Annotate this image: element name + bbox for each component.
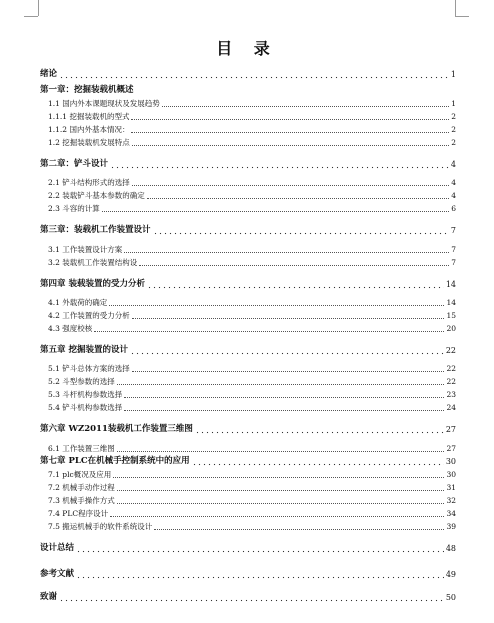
toc-leader-dots (124, 410, 444, 411)
toc-section-entry[interactable] (40, 137, 456, 148)
toc-page-number: 2 (451, 125, 456, 134)
toc-page-number: 2 (451, 138, 456, 147)
toc-leader-dots (124, 397, 444, 398)
toc-entry-label: 5.3 斗杆机构参数选择 (48, 390, 123, 399)
toc-page-number: 34 (446, 509, 456, 518)
toc-section-entry[interactable] (40, 363, 456, 374)
toc-entry-label: 2.3 斗容的计算 (48, 204, 100, 213)
toc-page-number: 1 (451, 99, 456, 108)
toc-entry-label: 1.1 国内外本课题现状及发展趋势 (48, 99, 160, 108)
toc-leader-dots (59, 598, 444, 602)
toc-page-number: 4 (451, 191, 456, 200)
toc-leader-dots (139, 265, 449, 266)
toc-leader-dots (132, 371, 445, 372)
toc-leader-dots (117, 384, 445, 385)
toc-page-number: 15 (446, 311, 456, 320)
toc-section-entry[interactable] (40, 257, 456, 268)
crop-mark-top-left-horizontal (24, 16, 38, 17)
toc-page-number: 22 (446, 364, 456, 373)
toc-page-number: 1 (450, 70, 456, 79)
toc-chapter-entry[interactable] (40, 85, 456, 96)
toc-leader-dots (109, 305, 444, 306)
toc-page-number: 39 (446, 522, 456, 531)
toc-section-entry[interactable] (40, 111, 456, 122)
toc-page-number: 2 (451, 112, 456, 121)
toc-page-number: 23 (446, 390, 456, 399)
toc-chapter-entry[interactable] (40, 345, 456, 356)
toc-chapter-entry[interactable] (40, 159, 456, 170)
toc-entry-label: 2.1 铲斗结构形式的选择 (48, 178, 130, 187)
toc-entry-label: 第二章：铲斗设计 (40, 159, 109, 169)
toc-leader-dots (132, 318, 445, 319)
toc-page-number: 20 (446, 324, 456, 333)
toc-entry-label: 5.2 斗型参数的选择 (48, 377, 115, 386)
toc-leader-dots (124, 252, 449, 253)
toc-leader-dots (131, 119, 449, 120)
toc-leader-dots (110, 165, 449, 169)
toc-entry-label: 7.1 plc概况及应用 (48, 470, 112, 479)
toc-section-entry[interactable] (40, 323, 456, 334)
toc-section-entry[interactable] (40, 203, 456, 214)
toc-entry-label: 7.3 机械手操作方式 (48, 496, 115, 505)
toc-page-number: 7 (450, 226, 456, 235)
toc-leader-dots (102, 211, 449, 212)
toc-chapter-entry[interactable] (40, 424, 456, 435)
toc-leader-dots (162, 106, 449, 107)
toc-entry-label: 4.2 工作装置的受力分析 (48, 311, 130, 320)
toc-page-number: 7 (451, 245, 456, 254)
toc-page-number: 32 (446, 496, 456, 505)
toc-entry-label: 7.5 搬运机械手的软件系统设计 (48, 522, 153, 531)
toc-chapter-entry[interactable] (40, 456, 456, 467)
toc-leader-dots (192, 462, 444, 466)
toc-leader-dots (117, 490, 445, 491)
toc-leader-dots (117, 503, 445, 504)
toc-chapter-entry[interactable] (40, 569, 456, 580)
toc-entry-label: 7.4 PLC程序设计 (48, 509, 109, 518)
toc-page-number: 14 (445, 280, 456, 289)
toc-leader-dots (94, 331, 444, 332)
toc-entry-label: 第六章 WZ2011装载机工作装置三维图 (40, 424, 193, 434)
toc-entry-label: 1.1.2 国内外基本情况： (48, 125, 130, 134)
toc-section-entry[interactable] (40, 521, 456, 532)
toc-page-number: 14 (446, 298, 456, 307)
toc-section-entry[interactable] (40, 376, 456, 387)
toc-leader-dots (130, 351, 444, 355)
toc-leader-dots (117, 451, 445, 452)
toc-page-number: 4 (450, 160, 456, 169)
toc-entry-label: 设计总结 (40, 543, 75, 553)
toc-entry-label: 2.2 装载铲斗基本参数的确定 (48, 191, 145, 200)
toc-entry-label: 4.1 外载荷的确定 (48, 298, 108, 307)
toc-leader-dots (76, 575, 444, 579)
toc-entry-label: 第三章：装载机工作装置设计 (40, 225, 151, 235)
toc-page-number: 27 (446, 444, 456, 453)
toc-leader-dots (132, 185, 449, 186)
toc-leader-dots (110, 516, 444, 517)
toc-section-entry[interactable] (40, 310, 456, 321)
toc-section-entry[interactable] (40, 177, 456, 188)
toc-leader-dots (131, 132, 449, 133)
toc-section-entry[interactable] (40, 495, 456, 506)
toc-chapter-entry[interactable] (40, 225, 456, 236)
toc-leader-dots (132, 145, 449, 146)
toc-section-entry[interactable] (40, 443, 456, 454)
toc-page-number: 22 (445, 346, 456, 355)
crop-mark-top-right-vertical (455, 0, 456, 16)
toc-chapter-entry[interactable] (40, 592, 456, 603)
toc-entry-label: 3.1 工作装置设计方案 (48, 245, 123, 254)
toc-leader-dots (154, 529, 444, 530)
toc-page-number: 6 (451, 204, 456, 213)
toc-section-entry[interactable] (40, 190, 456, 201)
toc-leader-dots (153, 231, 449, 235)
toc-entry-label: 致谢 (40, 592, 58, 602)
toc-entry-label: 第五章 挖掘装置的设计 (40, 345, 128, 355)
toc-chapter-entry[interactable] (40, 279, 456, 290)
toc-page-number: 4 (451, 178, 456, 187)
toc-entry-label: 6.1 工作装置三维图 (48, 444, 115, 453)
toc-page-number: 31 (446, 483, 456, 492)
page-title: 目 录 (216, 39, 278, 58)
toc-leader-dots (147, 198, 449, 199)
toc-leader-dots (147, 285, 444, 289)
toc-leader-dots (76, 549, 444, 553)
toc-section-entry[interactable] (40, 402, 456, 413)
toc-entry-label: 第四章 装载装置的受力分析 (40, 279, 145, 289)
toc-chapter-entry[interactable] (40, 543, 456, 554)
toc-leader-dots (113, 477, 444, 478)
toc-section-entry[interactable] (40, 297, 456, 308)
crop-mark-top-right-horizontal (455, 16, 469, 17)
toc-entry-label: 参考文献 (40, 569, 75, 579)
toc-entry-label: 5.4 铲斗机构参数选择 (48, 403, 123, 412)
toc-leader-dots (59, 75, 449, 79)
crop-mark-top-left-vertical (38, 0, 39, 16)
toc-entry-label: 第七章 PLC在机械手控制系统中的应用 (40, 456, 190, 466)
toc-section-entry[interactable] (40, 469, 456, 480)
toc-page-number: 48 (445, 544, 456, 553)
toc-section-entry[interactable] (40, 244, 456, 255)
toc-leader-dots (195, 430, 444, 434)
toc-page-number: 7 (451, 258, 456, 267)
toc-section-entry[interactable] (40, 508, 456, 519)
toc-entry-label: 3.2 装载机工作装置结构设 (48, 258, 138, 267)
toc-page-number: 49 (445, 570, 456, 579)
toc-section-entry[interactable] (40, 124, 456, 135)
toc-section-entry[interactable] (40, 482, 456, 493)
toc-section-entry[interactable] (40, 389, 456, 400)
toc-entry-label: 第一章：挖掘装载机概述 (40, 85, 134, 95)
toc-entry-label: 绪论 (40, 69, 58, 79)
toc-chapter-entry[interactable] (40, 69, 456, 80)
toc-entry-label: 1.1.1 挖掘装载机的型式 (48, 112, 130, 121)
toc-entry-label: 7.2 机械手动作过程 (48, 483, 115, 492)
toc-page-number: 27 (445, 425, 456, 434)
toc-page-number: 50 (445, 593, 456, 602)
toc-entry-label: 4.3 强度校核 (48, 324, 93, 333)
toc-entry-label: 5.1 铲斗总体方案的选择 (48, 364, 130, 373)
toc-entry-label: 1.2 挖掘装载机发展特点 (48, 138, 130, 147)
toc-page-number: 30 (445, 457, 456, 466)
toc-section-entry[interactable] (40, 98, 456, 109)
toc-page-number: 22 (446, 377, 456, 386)
toc-page-number: 30 (446, 470, 456, 479)
toc-page-number: 24 (446, 403, 456, 412)
